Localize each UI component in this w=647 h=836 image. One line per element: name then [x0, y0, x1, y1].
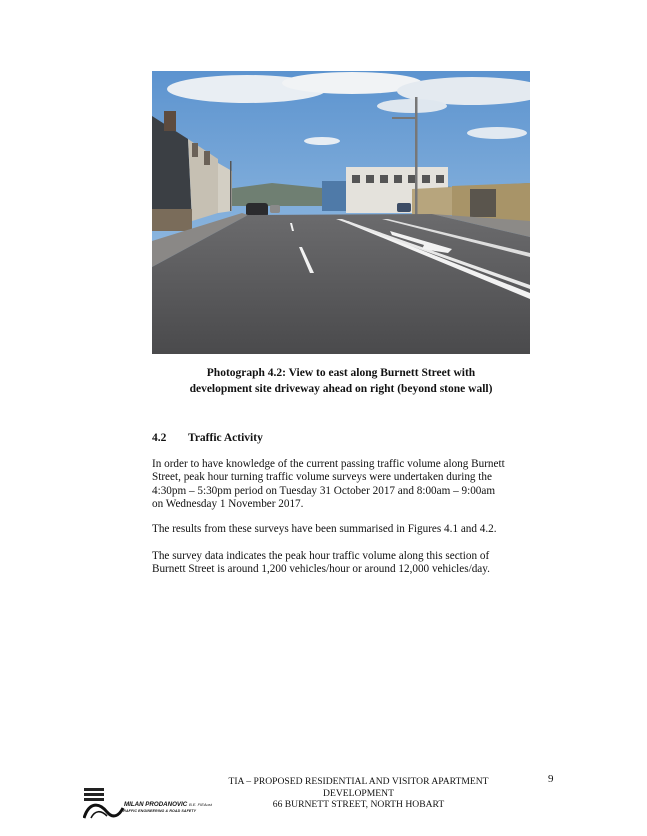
paragraph-results-summary [152, 523, 537, 536]
footer-line-3: 66 BURNETT STREET, NORTH HOBART [272, 799, 445, 810]
page-number: 9 [548, 773, 554, 785]
photo-caption [152, 365, 530, 397]
paragraph-line: on Wednesday 1 November 2017. [152, 498, 304, 511]
logo-name-text: MILAN PRODANOVIC [124, 801, 188, 808]
logo-qualification: B.E. FIEAust [188, 802, 212, 807]
page-footer [196, 776, 521, 811]
caption-line-1: Photograph 4.2: View to east along Burnett Street with [206, 367, 476, 379]
paragraph-traffic-surveys [152, 458, 537, 512]
street-photograph [152, 71, 530, 354]
section-heading [152, 430, 263, 446]
section-title: Traffic Activity [188, 432, 263, 444]
paragraph-line: In order to have knowledge of the current passing traffic volume along Burnett [152, 458, 505, 470]
paragraph-peak-volume [152, 550, 537, 577]
paragraph-line: 4:30pm – 5:30pm period on Tuesday 31 October 2017 and 8:00am – 9:00am [152, 484, 496, 497]
paragraph-line: The survey data indicates the peak hour traffic volume along this section of [152, 550, 490, 562]
logo-tagline: TRAFFIC ENGINEERING & ROAD SAFETY [121, 809, 197, 813]
caption-line-2: development site driveway ahead on right (beyond stone wall) [189, 383, 493, 395]
section-number: 4.2 [152, 432, 167, 444]
footer-line-2: DEVELOPMENT [323, 787, 394, 799]
paragraph-line: The results from these surveys have been summarised in Figures 4.1 and 4.2. [152, 523, 497, 535]
footer-line-1: TIA – PROPOSED RESIDENTIAL AND VISITOR APARTMENT [228, 776, 489, 787]
paragraph-line: Burnett Street is around 1,200 vehicles/hour or around 12,000 vehicles/day. [152, 563, 490, 576]
paragraph-line: Street, peak hour turning traffic volume surveys were undertaken during the [152, 471, 492, 484]
logo-name [124, 801, 212, 808]
